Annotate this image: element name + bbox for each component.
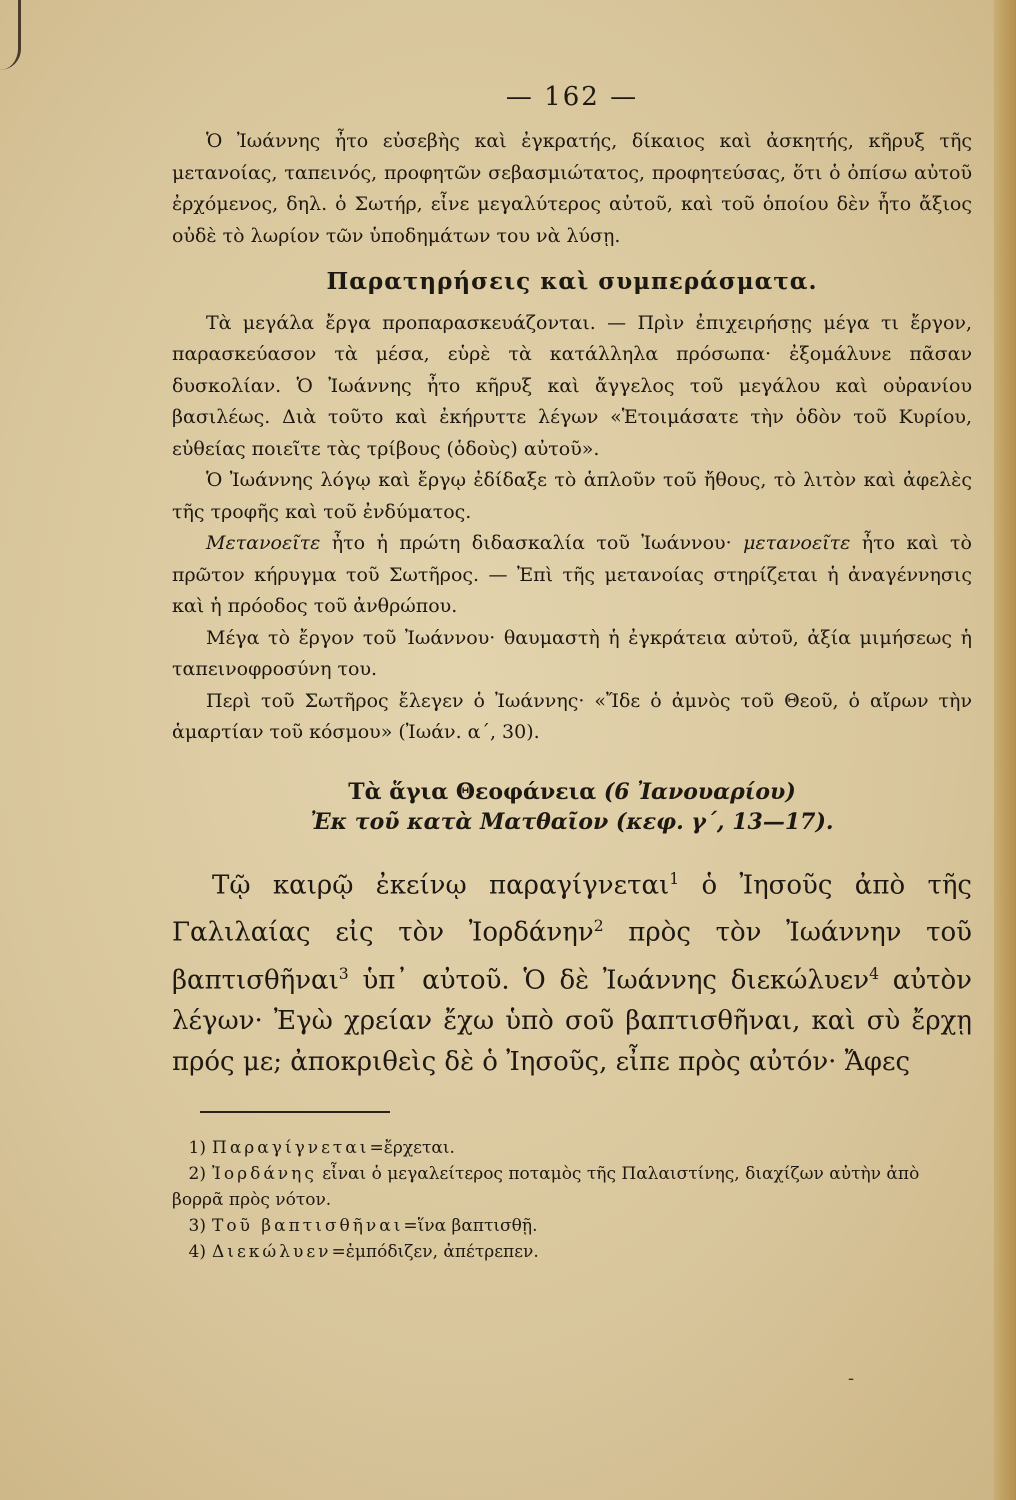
- observation-paragraph-5: Περὶ τοῦ Σωτῆρος ἔλεγεν ὁ Ἰωάννης· «Ἴδε ὁ ἀμνὸς τοῦ Θεοῦ, ὁ αἴρων τὴν ἁμαρτίαν τοῦ κόσμου» (Ἰωάν. α΄, 30).: [172, 689, 972, 743]
- gospel-text-4: ὑπ᾽ αὐτοῦ. Ὁ δὲ Ἰωάννης διεκώλυεν: [348, 965, 870, 996]
- footnote-text: εἶναι ὁ μεγαλείτερος ποταμὸς τῆς Παλαιστίνης, διαχίζων αὐτὴν ἀπὸ βορρᾶ πρὸς νότον.: [172, 1164, 920, 1211]
- observation-paragraph-3-mid: ἦτο ἡ πρώτη διδασκαλία τοῦ Ἰωάννου·: [320, 532, 744, 554]
- footnote-number: 2): [188, 1164, 206, 1185]
- footnote-ref-4: 4: [869, 964, 879, 983]
- footnote-text: =ἵνα βαπτισθῇ.: [403, 1216, 538, 1237]
- footnote-number: 4): [188, 1242, 206, 1263]
- repent-word: Μετανοεῖτε: [206, 532, 321, 554]
- repent-word-2: μετανοεῖτε: [743, 532, 851, 554]
- gospel-text-3: πρὸς τὸν Ἰωάννην τοῦ βαπτισθῆναι: [172, 917, 972, 996]
- feast-title-name: Τὰ ἅγια Θεοφάνεια: [348, 778, 597, 805]
- gospel-paragraph: [172, 859, 972, 1084]
- observations-section: [172, 126, 972, 749]
- observations-heading: Παρατηρήσεις καὶ συμπεράσματα.: [326, 268, 818, 295]
- page-number: — 162 —: [505, 82, 639, 112]
- observation-paragraph-3: [172, 528, 972, 623]
- feast-subtitle: Ἐκ τοῦ κατὰ Ματθαῖον (κεφ. γ΄, 13—17).: [310, 808, 834, 835]
- footnote-text: =ἐμπόδιζεν, ἀπέτρεπεν.: [331, 1242, 539, 1263]
- observation-paragraph-3-rest: ἦτο καὶ τὸ πρῶτον κήρυγμα τοῦ Σωτῆρος. — Ἐπὶ τῆς μετανοίας στηρίζεται ἡ ἀναγέννησις καὶ ἡ πρόοδος τοῦ ἀνθρώπου.: [172, 532, 972, 617]
- footnote-1: [172, 1135, 972, 1161]
- observation-paragraph-2: Ὁ Ἰωάννης λόγῳ καὶ ἔργῳ ἐδίδαξε τὸ ἁπλοῦν τοῦ ἤθους, τὸ λιτὸν καὶ ἀφελὲς τῆς τροφῆς καὶ τοῦ ἐνδύματος.: [172, 469, 972, 523]
- observation-paragraph-1: Τὰ μεγάλα ἔργα προπαρασκευάζονται. — Πρὶν ἐπιχειρήσῃς μέγα τι ἔργον, παρασκεύασον τὰ μέσα, εὑρὲ τὰ κατάλληλα πρόσωπα· ἐξομάλυνε πᾶσαν δυσκολίαν. Ὁ Ἰωάννης ἦτο κῆρυξ καὶ ἄγγελος τοῦ μεγάλου καὶ οὐρανίου βασιλέως. Διὰ τοῦτο καὶ ἐκήρυττε λέγων «Ἑτοιμάσατε τὴν ὁδὸν τοῦ Κυρίου, εὐθείας ποιεῖτε τὰς τρίβους (ὁδοὺς) αὐτοῦ».: [172, 311, 972, 460]
- footnote-ref-2: 2: [593, 917, 604, 936]
- feast-title: [172, 779, 972, 805]
- intro-paragraph: Ὁ Ἰωάννης ἦτο εὐσεβὴς καὶ ἐγκρατής, δίκαιος καὶ ἀσκητής, κῆρυξ τῆς μετανοίας, ταπεινός, προφητῶν σεβασμιώτατος, προφητεύσας, ὅτι ὁ ὀπίσω αὐτοῦ ἐρχόμενος, δηλ. ὁ Σωτήρ, εἶνε μεγαλύτερος αὐτοῦ, καὶ τοῦ ὁποίου δὲν ἦτο ἄξιος οὐδὲ τὸ λωρίον τῶν ὑποδημάτων του νὰ λύσῃ.: [172, 130, 972, 247]
- footnote-number: 3): [188, 1216, 206, 1237]
- left-edge-mark: [0, 0, 21, 70]
- footnote-text: =ἔρχεται.: [369, 1138, 455, 1159]
- footnote-term: Παραγίγνεται: [212, 1138, 370, 1159]
- gospel-text-5: αὐτὸν λέγων· Ἐγὼ χρείαν ἔχω ὑπὸ σοῦ βαπτισθῆναι, καὶ σὺ ἔρχῃ πρός με; ἀποκριθεὶς δὲ ὁ Ἰησοῦς, εἶπε πρὸς αὐτόν· Ἄφες: [172, 965, 972, 1078]
- footnote-term: Διεκώλυεν: [212, 1242, 332, 1263]
- footnote-4: [172, 1239, 972, 1265]
- gospel-reading: [172, 859, 972, 1084]
- footnote-ref-1: 1: [669, 869, 680, 888]
- gospel-text-1: Τῷ καιρῷ ἐκείνῳ παραγίγνεται: [212, 870, 670, 901]
- page-content: [172, 82, 972, 1265]
- right-page-edge: [994, 0, 1016, 1500]
- feast-title-date: (6 Ἰανουαρίου): [596, 778, 796, 805]
- footnote-number: 1): [188, 1138, 206, 1159]
- footnote-2: [172, 1161, 972, 1213]
- footnote-3: [172, 1213, 972, 1239]
- footnote-term: Ἰορδάνης: [212, 1164, 317, 1185]
- corner-mark: -: [848, 1368, 855, 1389]
- gospel-text-2: ὁ Ἰησοῦς ἀπὸ τῆς Γαλιλαίας εἰς τὸν Ἰορδάνην: [172, 870, 972, 948]
- footnote-divider: [200, 1111, 390, 1113]
- footnote-term: Τοῦ βαπτισθῆναι: [212, 1216, 404, 1237]
- footnotes: [172, 1135, 972, 1265]
- observation-paragraph-4: Μέγα τὸ ἔργον τοῦ Ἰωάννου· θαυμαστὴ ἡ ἐγκράτεια αὐτοῦ, ἀξία μιμήσεως ἡ ταπεινοφροσύνη του.: [172, 626, 972, 680]
- footnote-ref-3: 3: [338, 964, 349, 983]
